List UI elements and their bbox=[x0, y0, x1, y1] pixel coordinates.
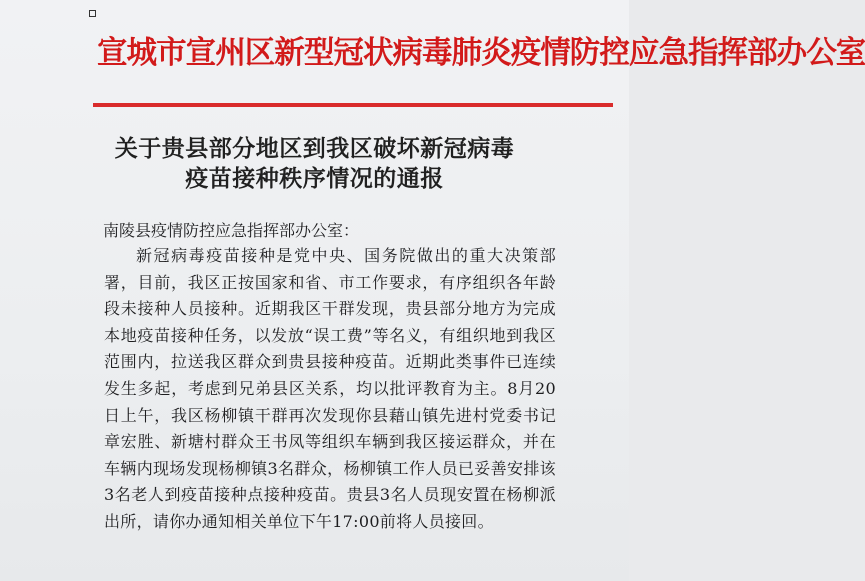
body-paragraph: 新冠病毒疫苗接种是党中央、国务院做出的重大决策部署，目前，我区正按国家和省、市工作要求，有序组织各年龄段未接种人员接种。近期我区干群发现，贵县部分地方为完成本地疫苗接种任务，以发放“误工费”等名义，有组织地到我区范围内，拉送我区群众到贵县接种疫苗。近期此类事件已连续发生多起，考虑到兄弟县区关系，均以批评教育为主。8月20日上午，我区杨柳镇干群再次发现你县藉山镇先进村党委书记章宏胜、新塘村群众王书凤等组织车辆到我区接运群众，并在车辆内现场发现杨柳镇3名群众，杨柳镇工作人员已妥善安排该3名老人到疫苗接种点接种疫苗。贵县3名人员现安置在杨柳派出所，请你办通知相关单位下午17:00前将人员接回。 bbox=[104, 246, 556, 531]
document-title-line-1: 关于贵县部分地区到我区破坏新冠病毒 bbox=[114, 135, 515, 162]
issuing-office-header: 宣城市宣州区新型冠状病毒肺炎疫情防控应急指挥部办公室 bbox=[97, 35, 865, 71]
document-title-line-2: 疫苗接种秩序情况的通报 bbox=[185, 165, 444, 192]
checkbox-corner-mark bbox=[89, 10, 96, 17]
red-divider-rule bbox=[93, 103, 613, 107]
addressee-line: 南陵县疫情防控应急指挥部办公室： bbox=[103, 221, 360, 240]
